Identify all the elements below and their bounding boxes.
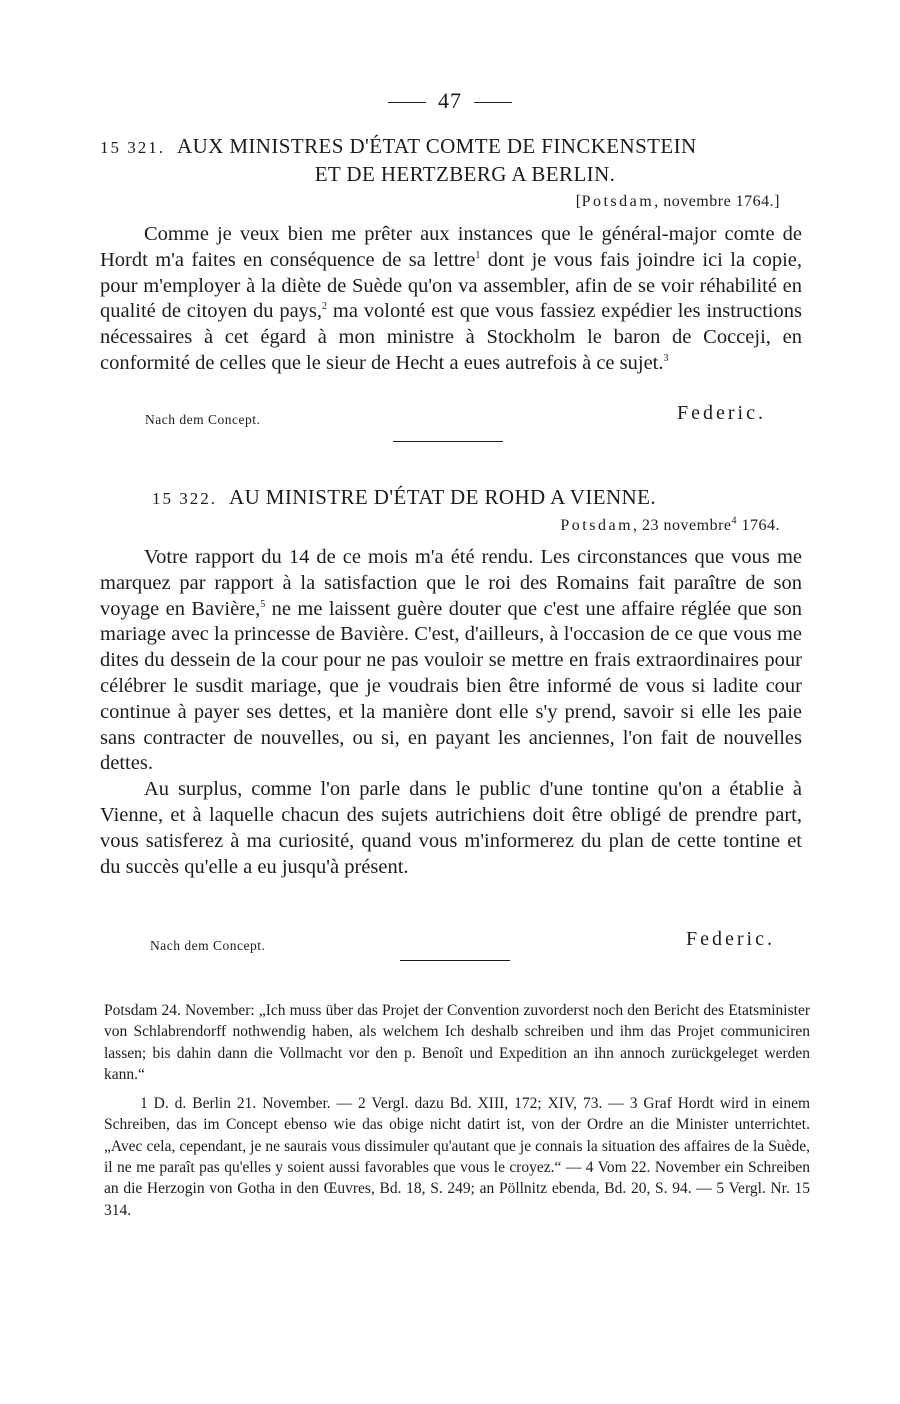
page-number: 47 <box>0 88 900 114</box>
letter-1-paragraph: Comme je veux bien me prêter aux instances que le général-major comte de Hordt m'a faites en conséquence de sa lettre$^1$ dont je vous fais joindre ici la copie, pour m'employer à la diète de Suède qu'on va assembler, afin de se voir réhabilité en qualité de citoyen du pays,$^2$ ma volonté est que vous fassiez expédier les instructions nécessaires à cet égard à mon ministre à Stockholm le baron de Cocceji, en conformité de celles que le sieur de Hecht a eues autrefois à ce sujet.$^3$ <box>100 223 802 374</box>
german-note: Potsdam 24. November: „Ich muss über das Projet der Convention zuvorderst noch den Bericht des Etatsminister von Schlabrendorff nothwendig haben, als welchem Ich deshalb schreiben und ihm das Projet communiciren lassen; bis dahin dann die Vollmacht vor den p. Benoît und Expedition an ihn annoch zurückgeleget werden kann.“ <box>104 1002 810 1083</box>
letter-1-source-note: Nach dem Concept. <box>145 412 261 427</box>
page-number-dash-right <box>474 102 512 103</box>
letter-2-title: AU MINISTRE D'ÉTAT DE ROHD A VIENNE. <box>229 485 656 509</box>
letter-2-source-note: Nach dem Concept. <box>150 938 266 953</box>
letter-2-signature: Federic. <box>686 928 775 950</box>
numbered-footnotes: 1 D. d. Berlin 21. November. — 2 Vergl. dazu Bd. XIII, 172; XIV, 73. — 3 Graf Hordt wird in einem Schreiben, das im Concept ebenso wie das obige nicht datirt ist, von der Ordre an die Minister unterrichtet. „Avec cela, cependant, je ne saurais vous dissimuler qu'autant que je connais la situation des affaires de la Suède, il ne me paraît pas qu'elles y soient aussi favorables que vous le croyez.“ — 4 Vom 22. November ein Schreiben an die Herzogin von Gotha in den Œuvres, Bd. 18, S. 249; an Pöllnitz ebenda, Bd. 20, S. 94. — 5 Vergl. Nr. 15 314. <box>104 1095 810 1219</box>
letter-2-paragraph-1: Votre rapport du 14 de ce mois m'a été rendu. Les circonstances que vous me marquez par rapport à la satisfaction que le roi des Romains fait paraître de son voyage en Bavière,$^5$ ne me laissent guère douter que c'est une affaire réglée que son mariage avec la princesse de Bavière. C'est, d'ailleurs, à l'occasion de ce que vous me dites du dessein de la cour pour ne pas vouloir se mettre en frais extraordinaires pour célébrer le susdit mariage, que je voudrais bien être informé de vous si ladite cour continue à payer ses dettes, et la manière dont elle s'y prend, savoir si elle les paie sans contracter de nouvelles, ou si, en payant les anciennes, l'on fait de nouvelles dettes. <box>100 546 802 775</box>
letter-1-title-line2: ET DE HERTZBERG A BERLIN. <box>314 162 616 186</box>
letter-2-heading <box>152 484 802 512</box>
letter-2-paragraph-2: Au surplus, comme l'on parle dans le public d'une tontine qu'on a établie à Vienne, et à laquelle chacun des sujets autrichiens doit être obligé de prendre part, vous satisferez à ma curiosité, quand vous m'informerez du plan de cette tontine et du succès qu'elle a eu jusqu'à présent. <box>100 778 802 878</box>
letter-1-number: 15 321. <box>100 138 165 157</box>
letter-2-body <box>100 545 802 880</box>
page-number-dash-left <box>388 102 426 103</box>
letter-1-dateline: [Potsdam, novembre 1764.] <box>575 193 780 210</box>
footnotes <box>104 1000 810 1229</box>
letter-1-signature: Federic. <box>677 402 766 424</box>
letter-1-title-line1: 15 321. AUX MINISTRES D'ÉTAT COMTE DE FINCKENSTEIN <box>100 134 697 158</box>
letter-1-body <box>100 222 802 377</box>
letter-2-number: 15 322. <box>152 489 217 508</box>
letter-1-heading <box>100 133 800 188</box>
section-divider <box>393 441 503 442</box>
footnote-divider <box>400 960 510 961</box>
letter-2-dateline: Potsdam, 23 novembre$^4$ 1764. <box>560 515 780 534</box>
